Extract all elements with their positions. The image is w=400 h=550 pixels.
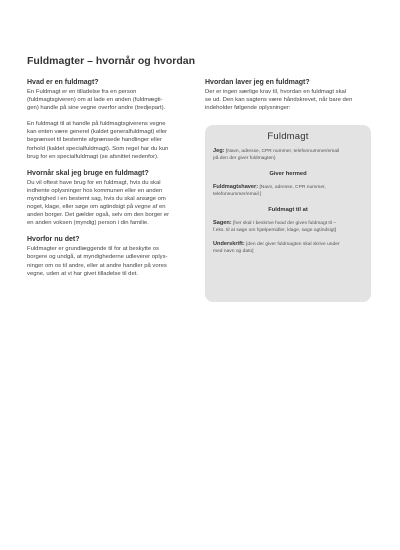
text-line: myndighed i en bestemt sag, hvis du skal ansøge om <box>27 195 166 202</box>
card-title: Fuldmagt <box>267 131 309 142</box>
field-label: Fuldmagtshaver: <box>213 184 259 190</box>
text-line: Der er ingen særlige krav til, hvordan en fuldmagt skal <box>205 89 347 95</box>
text-line: indhente oplysninger hos kommunen eller en anden <box>27 187 163 194</box>
paragraph-types <box>27 120 195 160</box>
text-line: En fuldmagt til at handle på fuldmagtsgiverens vegne <box>27 121 166 128</box>
field-jeg <box>213 148 363 162</box>
paragraph-when <box>27 179 195 228</box>
field-sagen <box>213 220 363 234</box>
text-line: kan enten være generel (kaldet generalfuldmagt) eller <box>27 129 168 136</box>
page-title: Fuldmagter – hvornår og hvordan <box>27 55 196 67</box>
section-heading-hvordan: Hvordan laver jeg en fuldmagt? <box>205 79 310 86</box>
text-line: (fuldmagtsgiveren) om at lade en anden (fuldmægti- <box>27 97 163 104</box>
section-heading-hvad: Hvad er en fuldmagt? <box>27 79 99 86</box>
field-label: Underskrift: <box>213 241 245 247</box>
section-heading-hvornaar: Hvornår skal jeg bruge en fuldmagt? <box>27 169 149 177</box>
field-text: f.eks. til at søge om hjælpemidler, klage, søge agtindsigt] <box>213 228 337 233</box>
text-line: indeholder følgende oplysninger: <box>205 105 291 112</box>
text-line: gen) handle på sine vegne overfor andre (tredjepart). <box>27 105 166 112</box>
text-line: brug for en specialfuldmagt (se afsnittet nedenfor). <box>27 153 159 160</box>
fuldmagt-template-card <box>205 125 371 302</box>
text-line: borgere og undgå, at myndighederne udleverer oplys- <box>27 254 168 261</box>
field-label: Jeg: <box>213 148 225 154</box>
text-line: forhold (kaldet specialfuldmagt). Som regel har du kun <box>27 145 169 152</box>
field-underskrift <box>213 241 363 255</box>
subheading-fuldmagt-til-at: Fuldmagt til at <box>268 207 308 213</box>
left-column <box>27 78 195 278</box>
field-label: Sagen: <box>213 220 232 226</box>
text-line: noget, klage, eller søge om agtindsigt på vegne af en <box>27 204 166 211</box>
text-line: ninger om os til andre, eller at andre handler på vores <box>27 262 167 269</box>
paragraph-how <box>205 88 373 112</box>
paragraph-why <box>27 245 195 277</box>
field-text: [Navn, adresse, CPR nummer, <box>259 185 326 190</box>
text-line: vegne, uden at vi har givet tilladelse til det. <box>27 270 139 277</box>
text-line: se ud. Den kan sagtens være håndskrevet, når bare den <box>205 97 353 104</box>
field-text: på den der giver fuldmagten) <box>213 156 276 161</box>
paragraph-definition <box>27 88 195 112</box>
text-line: anden borger. Det gælder også, selv om den borger er <box>27 212 170 219</box>
field-text: telefonnummer/email ] <box>213 192 262 197</box>
text-line: Du vil oftest have brug for en fuldmagt, hvis du skal <box>27 179 161 186</box>
field-text: [her skal I beskrive hvad der gives fuldmagt til – <box>233 221 337 226</box>
subheading-giver-hermed: Giver hermed <box>269 171 307 177</box>
field-text: med navn og dato] <box>213 249 254 254</box>
section-heading-hvorfor: Hvorfor nu det? <box>27 236 80 244</box>
text-line: En Fuldmagt er en tilladelse fra en person <box>27 89 137 95</box>
text-line: begrænset til bestemte afgrænsede handlinger eller <box>27 137 162 144</box>
text-line: Fuldmagter er grundlæggende til for at beskytte os <box>27 246 159 253</box>
text-line: en anden voksen (myndig) person i din familie. <box>27 220 149 227</box>
field-text: [den der giver fuldmagten skal skrive under <box>246 242 340 247</box>
right-column <box>205 78 373 112</box>
field-fuldmagtshaver <box>213 184 363 198</box>
field-text: [Navn, adresse, CPR nummer, telefonnummer/email <box>225 149 340 154</box>
